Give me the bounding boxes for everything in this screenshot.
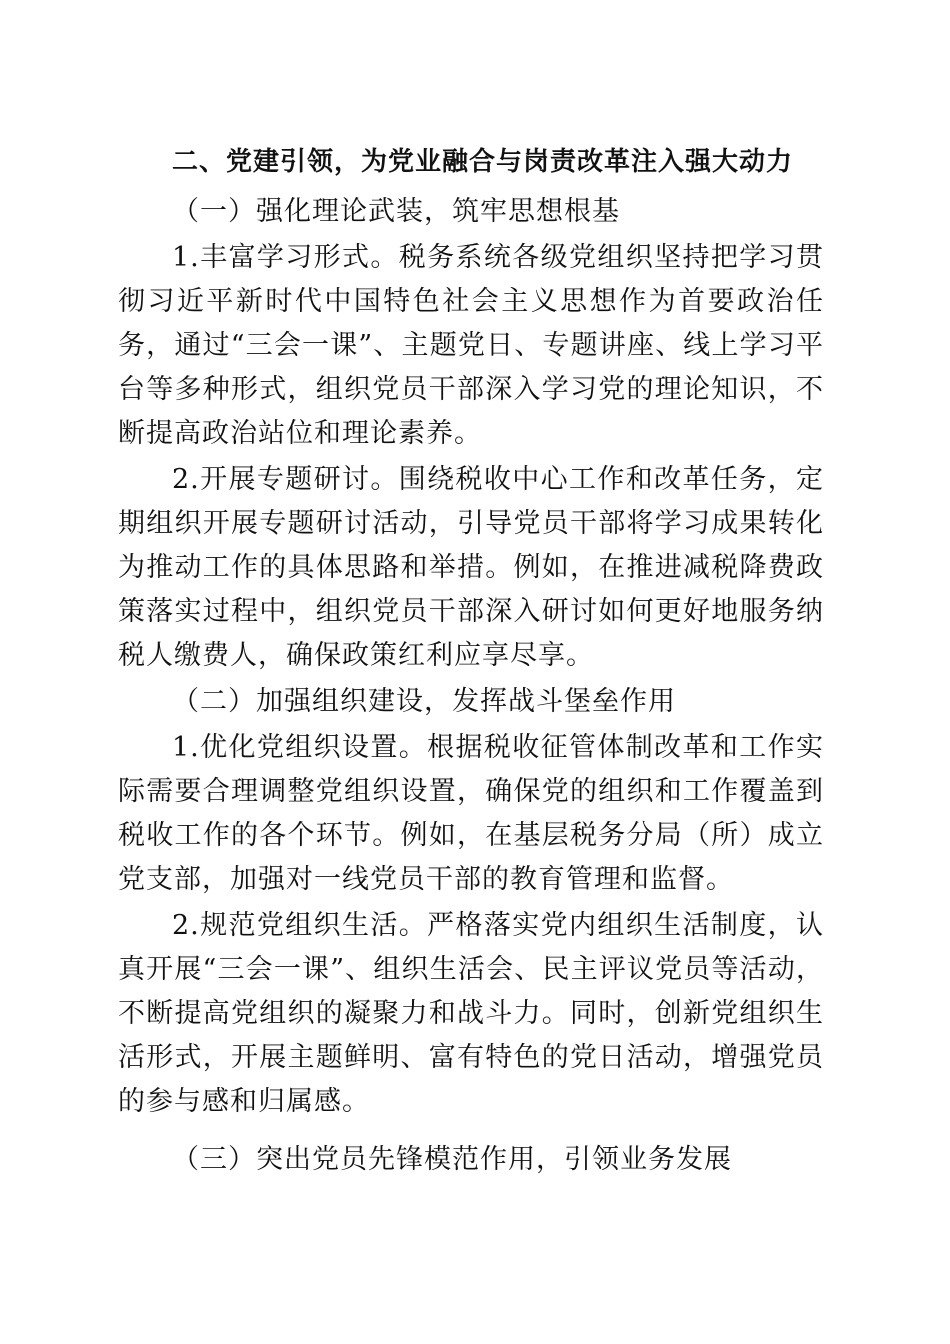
subsection-title-3: （三）突出党员先锋模范作用，引领业务发展 <box>172 1144 732 1175</box>
section-title: 二、党建引领，为党业融合与岗责改革注入强大动力 <box>172 147 794 177</box>
paragraph-2-1: 1.优化党组织设置。根据税收征管体制改革和工作实际需要合理调整党组织设置，确保党的组织和工作覆盖到税收工作的各个环节。例如，在基层税务分局（所）成立党支部，加强对一线党员干部的教育管理和监督。 <box>118 732 824 895</box>
paragraph-1-1: 1.丰富学习形式。税务系统各级党组织坚持把学习贯彻习近平新时代中国特色社会主义思想作为首要政治任务，通过“三会一课”、主题党日、专题讲座、线上学习平台等多种形式，组织党员干部深入学习党的理论知识，不断提高政治站位和理论素养。 <box>118 242 824 449</box>
paragraph-2-2: 2.规范党组织生活。严格落实党内组织生活制度，认真开展“三会一课”、组织生活会、民主评议党员等活动，不断提高党组织的凝聚力和战斗力。同时，创新党组织生活形式，开展主题鲜明、富有特色的党日活动，增强党员的参与感和归属感。 <box>118 910 824 1117</box>
paragraph-1-2: 2.开展专题研讨。围绕税收中心工作和改革任务，定期组织开展专题研讨活动，引导党员干部将学习成果转化为推动工作的具体思路和举措。例如，在推进减税降费政策落实过程中，组织党员干部深入研讨如何更好地服务纳税人缴费人，确保政策红利应享尽享。 <box>118 464 824 671</box>
subsection-title-1: （一）强化理论武装，筑牢思想根基 <box>172 196 620 227</box>
subsection-title-2: （二）加强组织建设，发挥战斗堡垒作用 <box>172 686 676 717</box>
document-body <box>118 140 824 1184</box>
